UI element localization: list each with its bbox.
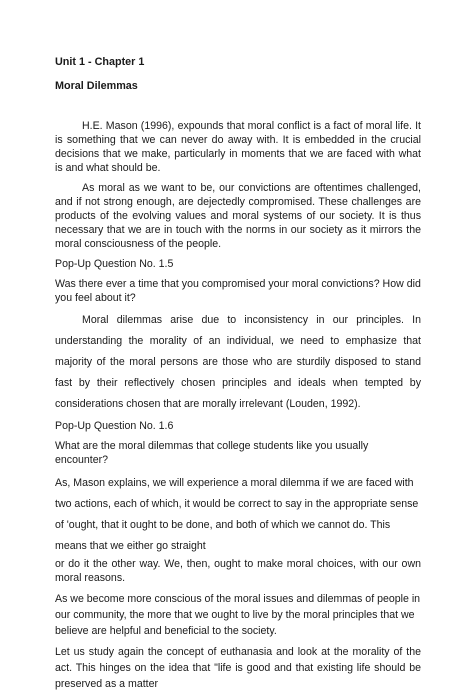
paragraph-mason-explains: As, Mason explains, we will experience a moral dilemma if we are faced with two actions, each of which, it would be correct to say in the appropriate sense of 'ought, that it ought to be done, and both of which we cannot do. This means that we either go straight [55,477,419,552]
popup-question-1-5-text: Was there ever a time that you compromised your moral convictions? How did you feel about it? [55,278,421,304]
paragraph-conscious-issues: As we become more conscious of the moral issues and dilemmas of people in our community, the more that we ought to live by the moral principles that we believe are helpful and beneficial to the society. [55,593,421,637]
unit-title: Unit 1 - Chapter 1 [55,56,145,68]
paragraph-mason-1996: H.E. Mason (1996), expounds that moral conflict is a fact of moral life. It is something that we can never do away with. It is embedded in the crucial decisions that we make, particularly in moments that we are faced with what is and what should be. [55,120,421,174]
paragraph-euthanasia: Let us study again the concept of euthanasia and look at the morality of the act. This hinges on the idea that "life is good and that existing life should be preserved as a matter [55,646,421,690]
popup-question-1-5-label: Pop-Up Question No. 1.5 [55,258,174,270]
popup-question-1-6-text: What are the moral dilemmas that college students like you usually encounter? [55,440,369,466]
chapter-title: Moral Dilemmas [55,80,138,92]
paragraph-moral-choices: or do it the other way. We, then, ought to make moral choices, with our own moral reasons. [55,558,421,584]
popup-question-1-6-label: Pop-Up Question No. 1.6 [55,420,174,432]
paragraph-convictions: As moral as we want to be, our convictions are oftentimes challenged, and if not strong enough, are dejectedly compromised. These challenges are products of the evolving values and moral systems of our society. It is thus necessary that we are in touch with the norms in our society as it mirrors the moral consciousness of the people. [55,182,421,250]
paragraph-moral-dilemmas-arise: Moral dilemmas arise due to inconsistency in our principles. In understanding the morality of an individual, we need to emphasize that majority of the moral persons are those who are sturdily disposed to stand fast by their reflectively chosen principles and ideals when tempted by considerations chosen that are morally irrelevant (Louden, 1992). [55,314,421,410]
